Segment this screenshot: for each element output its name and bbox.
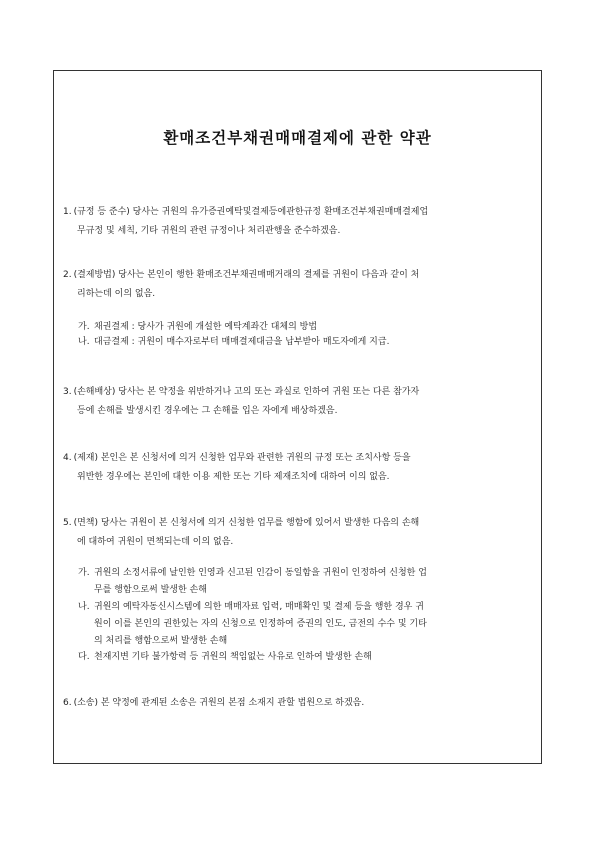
clause-4	[63, 449, 535, 486]
clause-number: 4.	[63, 453, 72, 463]
clause-number: 6.	[63, 698, 72, 708]
clause-continuation: 위반한 경우에는 본인에 대한 이용 제한 또는 기타 제재조치에 대하여 이의 없음.	[77, 471, 390, 482]
document-title: 환매조건부채권매매결제에 관한 약관	[163, 129, 432, 147]
clause-text: (면책) 당사는 귀원이 본 신청서에 의거 신청한 업무를 행함에 있어서 발생한 다음의 손해	[73, 518, 420, 528]
clause-6	[63, 694, 535, 713]
clause-text: (손해배상) 당사는 본 약정을 위반하거나 고의 또는 과실로 인하여 귀원 또는 다른 참가자	[73, 387, 420, 397]
item-mark: 나.	[78, 602, 90, 612]
clause-5-item-c	[78, 649, 535, 666]
item-mark: 나.	[78, 337, 90, 347]
clause-text: (소송) 본 약정에 관계된 소송은 귀원의 본점 소재지 관할 법원으로 하겠음.	[73, 698, 365, 708]
clause-continuation: 리하는데 이의 없음.	[77, 288, 156, 299]
clause-number: 5.	[63, 518, 72, 528]
clause-1	[63, 203, 535, 240]
clause-continuation: 등에 손해를 발생시킨 경우에는 그 손해를 입은 자에게 배상하겠음.	[77, 405, 338, 416]
clause-2	[63, 266, 535, 303]
clause-text: (제재) 본인은 본 신청서에 의거 신청한 업무와 관련한 귀원의 규정 또는 조치사항 등을	[73, 453, 411, 463]
clause-number: 3.	[63, 387, 72, 397]
clause-continuation: 무규정 및 세칙, 기타 귀원의 관련 규정이나 처리관행을 준수하겠음.	[77, 225, 341, 236]
clause-5-item-b	[78, 599, 535, 650]
item-text: 채권결제 : 당사가 귀원에 개설한 예탁계좌간 대체의 방법	[94, 322, 318, 332]
item-mark: 가.	[78, 568, 90, 578]
item-mark: 가.	[78, 322, 90, 332]
clause-5	[63, 514, 535, 551]
item-text: 천재지변 기타 불가항력 등 귀원의 책임없는 사유로 인하여 발생한 손해	[94, 652, 372, 662]
clause-text: (규정 등 준수) 당사는 귀원의 유가증권예탁및결제등에관한규정 환매조건부채권매매결제업	[73, 207, 429, 217]
clause-text: (결제방법) 당사는 본인이 행한 환매조건부채권매매거래의 결제를 귀원이 다음과 같이 처	[73, 270, 420, 280]
clause-number: 2.	[63, 270, 72, 280]
clause-5-item-a	[78, 565, 535, 599]
clause-continuation: 에 대하여 귀원이 면책되는데 이의 없음.	[77, 536, 234, 547]
clause-2-item-b	[78, 334, 535, 351]
item-text-wrap: 무를 행함으로써 발생한 손해	[94, 585, 207, 595]
item-text-wrap: 의 처리를 행함으로써 발생한 손해	[94, 636, 228, 646]
item-text: 대금결제 : 귀원이 매수자로부터 매매결제대금을 납부받아 매도자에게 지급.	[94, 337, 390, 347]
item-text-wrap: 원이 이를 본인의 권한있는 자의 신청으로 인정하여 증권의 인도, 금전의 수수 및 기타	[94, 619, 427, 629]
item-text: 귀원의 소정서류에 날인한 인영과 신고된 인감이 동일함을 귀원이 인정하여 신청한 업	[94, 568, 427, 578]
item-mark: 다.	[78, 652, 90, 662]
clause-number: 1.	[63, 207, 72, 217]
item-text: 귀원의 예탁자동신시스템에 의한 매매자료 입력, 매매확인 및 결제 등을 행한 경우 귀	[94, 602, 424, 612]
clause-3	[63, 383, 535, 420]
